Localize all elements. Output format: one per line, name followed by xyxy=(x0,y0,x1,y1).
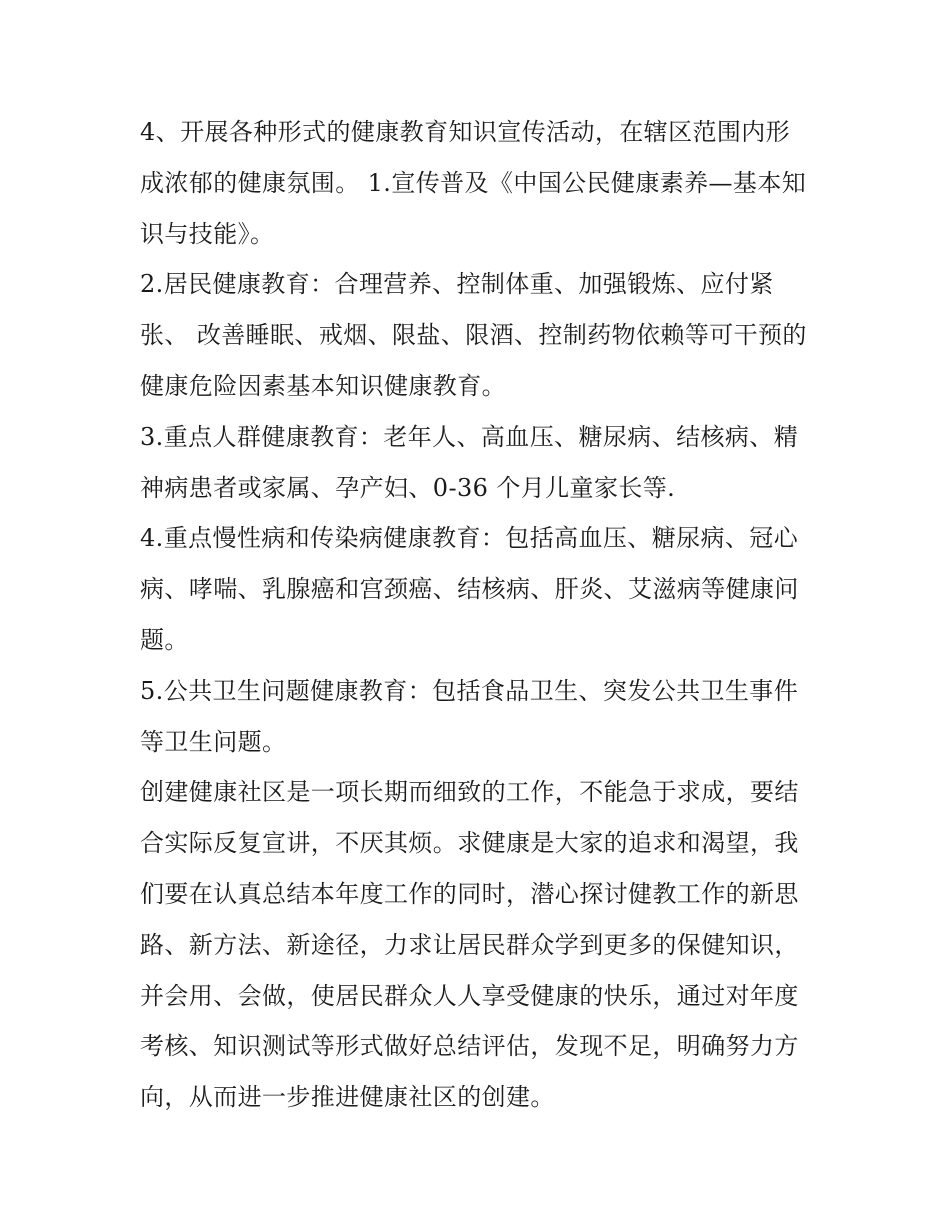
paragraph-resident-health-education: 2.居民健康教育：合理营养、控制体重、加强锻炼、应付紧张、 改善睡眠、戒烟、限盐、限酒、控制药物依赖等可干预的健康危险因素基本知识健康教育。 xyxy=(140,270,807,400)
paragraph-chronic-infectious-disease-education: 4.重点慢性病和传染病健康教育：包括高血压、糖尿病、冠心病、哮喘、乳腺癌和宫颈癌、结核病、肝炎、艾滋病等健康问题。 xyxy=(140,524,799,654)
paragraph-public-health-education: 5.公共卫生问题健康教育：包括食品卫生、突发公共卫生事件等卫生问题。 xyxy=(140,676,799,756)
paragraph-health-education-activities: 4、开展各种形式的健康教育知识宣传活动，在辖区范围内形成浓郁的健康氛围。 1.宣传普及《中国公民健康素养—基本知识与技能》。 xyxy=(140,118,807,248)
document-body xyxy=(140,107,812,1123)
paragraph-key-population-education: 3.重点人群健康教育：老年人、高血压、糖尿病、结核病、精神病患者或家属、孕产妇、0-36 个月儿童家长等. xyxy=(140,422,799,502)
paragraph-healthy-community-conclusion: 创建健康社区是一项长期而细致的工作，不能急于求成，要结合实际反复宣讲，不厌其烦。求健康是大家的追求和渴望，我们要在认真总结本年度工作的同时，潜心探讨健教工作的新思路、新方法、新途径，力求让居民群众学到更多的保健知识，并会用、会做，使居民群众人人享受健康的快乐，通过对年度考核、知识测试等形式做好总结评估，发现不足，明确努力方向，从而进一步推进健康社区的创建。 xyxy=(140,778,799,1112)
